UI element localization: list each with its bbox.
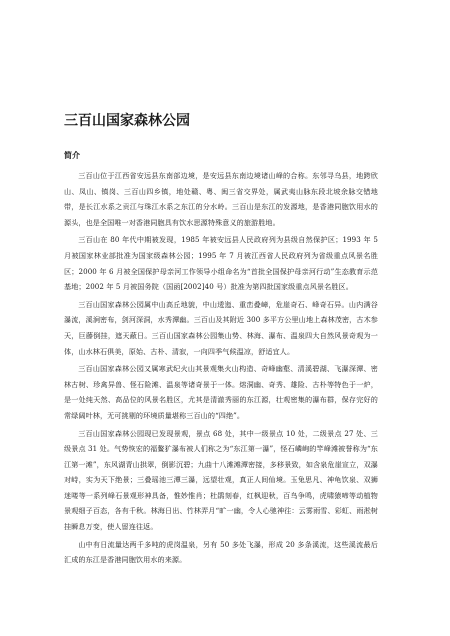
section-heading: 简介: [64, 151, 80, 160]
paragraph-intro: 三百山位于江西省安远县东南部边境，是安远县东南边境诸山峰的合称。东邻寻乌县，地跨欣山、凤山、镇岗、三百山四乡镇，地处赣、粤、闽三省交界处，属武夷山脉东段北坡余脉交错地带，是长江水系之贡江与珠江水系之东江的分水岭。三百山是东江的发源地，是香港同胞饮用水的源头，也是全国唯一对香港同胞具有饮水思源特殊意义的旅游胜地。: [64, 171, 378, 227]
article-body: [64, 168, 378, 570]
paragraph-landscape: 三百山国家森林公园属中山高丘地貌，中山逶迤、重峦叠嶂，危崖奇石、峰奇石异。山内满谷瀑流，溪涧密布，剑河深洞，水秀潭幽。三百山及其附近 300 多平方公里山地上森林茂密，古木参天，巨藤倒挂，遮天蔽日。三百山国家森林公园集山势、林海、瀑布、温泉四大自然风景奇观为一体，山水林石俱美，原始、古朴、清寂，一向四季气候温凉，舒适宜人。: [64, 299, 378, 356]
paragraph-history: 三百山在 80 年代中期被发现，1985 年被安远县人民政府列为县级自然保护区；1993 年 5 月被国家林业部批准为国家级森林公园；1995 年 7 月被江西省人民政府列为省级重点风景名胜区；2000 年 6 月被全国保护母亲河工作领导小组命名为“首批全国保护母亲河行动”生态教育示范基地；2002 年 5 月被国务院（国函[2002]40 号）批准为第四批国家级重点风景名胜区。: [64, 235, 378, 292]
page-title: 三百山国家森林公园: [64, 113, 190, 129]
paragraph-features: 三百山国家森林公园又属寒武纪火山其景观集火山构造、奇峰幽壑、清溪碧湖、飞瀑深潭、密林古树、珍禽异兽、怪石险滩、温泉等诸奇景于一体。熔洞幽、奇秀、雄险、古朴等特色于一炉，是一处纯天然、高品位的风景名胜区，尤其是清澈秀丽的东江源，壮观密集的瀑布群，保存完好的常绿阔叶林，无可挑剔的环境质量堪称三百山的“四绝”。: [64, 364, 378, 420]
paragraph-scenic-spots: 三百山国家森林公园现已发现景观，景点 68 处，其中一级景点 10 处，二级景点 27 处、三级景点 31 处。气势恢宏的福鳌犷瀑布被人们称之为“东江第一瀑”，怪石嶙峋的竿峰滩被誉称为“东江第一滩”，东风湖青山拱翠，倒影沉碧；九曲十八滩滩潭密接，多移景致，如含泉危崖宣立，双瀑对峙，实为天下绝景；三叠瑶池三潭三瀑，远望壮观，真正人间仙境。玉兔思凡、神龟饮泉、双狮迷喽等一系列峰石景观形神具备，惟妙惟肖；杜鹃刻春，红枫迎秋，百鸟争鸣，虎啸猿啼等动植物景观细子百态，各有千秋。林海日出、竹林弄月“旷一幽，令人心驰神往：云雾雨雪、彩虹、雨淞树挂瞬息万变，使人留连往返。: [64, 428, 378, 532]
paragraph-hot-spring: 山中有日流量达两千多吨的虎岗温泉，另有 50 多处飞瀑，形成 20 多条溪流，这些溪流最后汇成的东江是香港同胞饮用水的来源。: [64, 539, 378, 565]
